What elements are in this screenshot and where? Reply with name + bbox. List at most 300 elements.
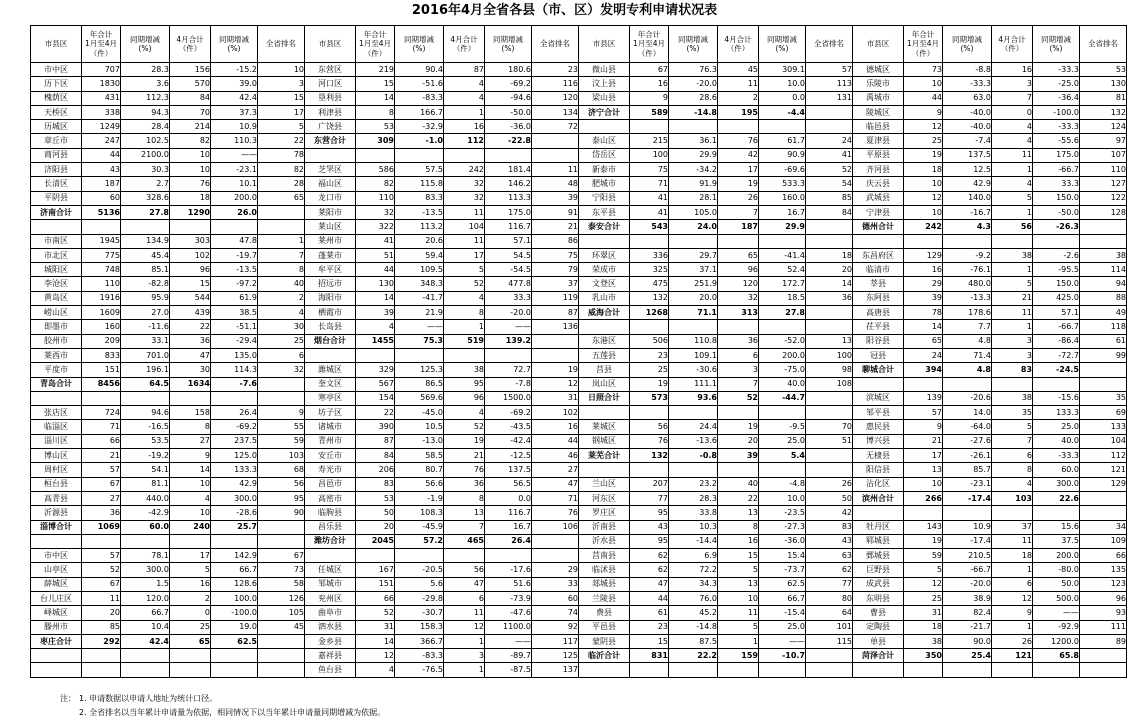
ytd-count: 82 bbox=[356, 177, 395, 191]
district-name: 沾化区 bbox=[853, 477, 904, 491]
april-change: 60.0 bbox=[1033, 463, 1080, 477]
april-change: 42.4 bbox=[211, 91, 258, 105]
district-name: 临沭县 bbox=[579, 563, 630, 577]
april-change: -73.9 bbox=[485, 591, 532, 605]
province-rank: 135 bbox=[1080, 563, 1127, 577]
total-ytd-count: 1069 bbox=[82, 520, 121, 534]
province-rank: 115 bbox=[806, 634, 853, 648]
blank-cell bbox=[485, 148, 532, 162]
april-count: 14 bbox=[170, 463, 211, 477]
header-ytd-count: 年合计 1月至4月 （件） bbox=[82, 26, 121, 63]
total-ytd-count: 132 bbox=[630, 449, 669, 463]
ytd-change: 10.3 bbox=[669, 520, 718, 534]
april-count: 5 bbox=[718, 620, 759, 634]
total-province-rank bbox=[258, 520, 305, 534]
district-name: 岚山区 bbox=[579, 377, 630, 391]
ytd-change: 28.3 bbox=[669, 491, 718, 505]
blank-cell bbox=[258, 663, 305, 677]
april-count: 37 bbox=[992, 520, 1033, 534]
ytd-change: -76.1 bbox=[943, 263, 992, 277]
footnote-2: 2. 全省排名以当年累计申请量为依据，相同情况下以当年累计申请量同期增减为依据。 bbox=[79, 708, 386, 717]
april-count: 15 bbox=[170, 277, 211, 291]
district-name: 高青县 bbox=[31, 491, 82, 505]
blank-cell bbox=[992, 506, 1033, 520]
province-rank: 128 bbox=[1080, 205, 1127, 219]
ytd-change: 82.4 bbox=[943, 606, 992, 620]
ytd-change: 29.9 bbox=[669, 148, 718, 162]
april-count: 120 bbox=[718, 277, 759, 291]
april-count: 0 bbox=[170, 606, 211, 620]
april-change: 66.7 bbox=[211, 563, 258, 577]
blank-cell bbox=[444, 148, 485, 162]
ytd-count: 12 bbox=[904, 120, 943, 134]
april-count: 6 bbox=[992, 449, 1033, 463]
april-count: 96 bbox=[718, 263, 759, 277]
april-change: 300.0 bbox=[1033, 477, 1080, 491]
province-rank: 104 bbox=[1080, 434, 1127, 448]
ytd-count: 25 bbox=[904, 591, 943, 605]
province-rank: 82 bbox=[258, 163, 305, 177]
april-change: 146.2 bbox=[485, 177, 532, 191]
ytd-count: 207 bbox=[630, 477, 669, 491]
province-rank: 134 bbox=[532, 105, 579, 119]
province-rank: 19 bbox=[532, 363, 579, 377]
april-change: 116.7 bbox=[485, 220, 532, 234]
table-row bbox=[31, 377, 1127, 391]
total-april-count: 159 bbox=[718, 649, 759, 663]
header-rank: 全省排名 bbox=[1080, 26, 1127, 63]
table-row bbox=[31, 163, 1127, 177]
april-change: -66.7 bbox=[1033, 320, 1080, 334]
total-april-count: 195 bbox=[718, 105, 759, 119]
blank-cell bbox=[992, 663, 1033, 677]
total-province-rank bbox=[806, 220, 853, 234]
april-count: 570 bbox=[170, 77, 211, 91]
ytd-change: 24.4 bbox=[669, 420, 718, 434]
district-name: 寿光市 bbox=[305, 463, 356, 477]
ytd-count: 775 bbox=[82, 248, 121, 262]
april-change: 72.7 bbox=[485, 363, 532, 377]
ytd-count: 59 bbox=[904, 549, 943, 563]
ytd-change: 57.5 bbox=[395, 163, 444, 177]
district-name: 牟平区 bbox=[305, 263, 356, 277]
table-row bbox=[31, 234, 1127, 248]
ytd-count: 15 bbox=[356, 77, 395, 91]
header-ytd-change: 同期增减 (%) bbox=[121, 26, 170, 63]
ytd-count: 25 bbox=[904, 134, 943, 148]
district-name: 招远市 bbox=[305, 277, 356, 291]
ytd-change: 45.2 bbox=[669, 606, 718, 620]
province-rank: 7 bbox=[258, 248, 305, 262]
ytd-count: 61 bbox=[630, 606, 669, 620]
ytd-count: 151 bbox=[356, 577, 395, 591]
ytd-change: -76.5 bbox=[395, 663, 444, 677]
district-name: 邹城市 bbox=[305, 577, 356, 591]
district-name: 周村区 bbox=[31, 463, 82, 477]
april-count: 27 bbox=[170, 434, 211, 448]
ytd-count: 707 bbox=[82, 63, 121, 77]
ytd-change: 7.7 bbox=[943, 320, 992, 334]
total-province-rank bbox=[806, 649, 853, 663]
april-count: 4 bbox=[992, 177, 1033, 191]
province-rank: 50 bbox=[806, 491, 853, 505]
ytd-change: -29.8 bbox=[395, 591, 444, 605]
district-name: 齐河县 bbox=[853, 163, 904, 177]
ytd-change: 56.6 bbox=[395, 477, 444, 491]
april-count: 5 bbox=[170, 563, 211, 577]
total-ytd-change: 60.0 bbox=[121, 520, 170, 534]
blank-cell bbox=[806, 663, 853, 677]
ytd-change: 94.6 bbox=[121, 406, 170, 420]
april-count: 16 bbox=[170, 577, 211, 591]
district-name: 微山县 bbox=[579, 63, 630, 77]
province-rank: 122 bbox=[1080, 191, 1127, 205]
april-change: -27.3 bbox=[759, 520, 806, 534]
district-name: 城阳区 bbox=[31, 263, 82, 277]
april-count: 47 bbox=[444, 577, 485, 591]
ytd-count: 748 bbox=[82, 263, 121, 277]
april-change: 142.9 bbox=[211, 549, 258, 563]
district-name: 邹平县 bbox=[853, 406, 904, 420]
blank-cell bbox=[1080, 506, 1127, 520]
blank-cell bbox=[356, 148, 395, 162]
province-rank: 108 bbox=[806, 377, 853, 391]
ytd-change: 1.5 bbox=[121, 577, 170, 591]
blank-cell bbox=[669, 463, 718, 477]
blank-cell bbox=[31, 220, 82, 234]
ytd-count: 22 bbox=[356, 406, 395, 420]
district-name: 兰陵县 bbox=[579, 591, 630, 605]
ytd-count: 132 bbox=[630, 291, 669, 305]
total-district-name: 泰安合计 bbox=[579, 220, 630, 234]
april-change: 38.5 bbox=[211, 306, 258, 320]
ytd-change: 166.7 bbox=[395, 105, 444, 119]
province-rank: 64 bbox=[806, 606, 853, 620]
total-ytd-count: 309 bbox=[356, 134, 395, 148]
ytd-change: 28.1 bbox=[669, 191, 718, 205]
province-rank: 89 bbox=[1080, 634, 1127, 648]
total-province-rank bbox=[258, 205, 305, 219]
province-rank: 61 bbox=[1080, 334, 1127, 348]
table-row bbox=[31, 391, 1127, 405]
district-name: 李沧区 bbox=[31, 277, 82, 291]
header-april-change: 同期增减 (%) bbox=[485, 26, 532, 63]
ytd-change: 28.3 bbox=[121, 63, 170, 77]
ytd-change: -23.1 bbox=[943, 477, 992, 491]
ytd-count: 87 bbox=[356, 434, 395, 448]
province-rank: 35 bbox=[1080, 391, 1127, 405]
april-change: 137.5 bbox=[485, 463, 532, 477]
district-name: 茌平县 bbox=[853, 320, 904, 334]
ytd-change: 112.3 bbox=[121, 91, 170, 105]
total-ytd-change: 25.4 bbox=[943, 649, 992, 663]
total-ytd-count: 589 bbox=[630, 105, 669, 119]
april-count: 1 bbox=[444, 320, 485, 334]
ytd-change: -66.7 bbox=[943, 563, 992, 577]
stats-table bbox=[30, 25, 1127, 678]
province-rank: 124 bbox=[1080, 120, 1127, 134]
blank-cell bbox=[356, 348, 395, 362]
ytd-change: 33.1 bbox=[121, 334, 170, 348]
blank-cell bbox=[170, 534, 211, 548]
april-change: 160.0 bbox=[759, 191, 806, 205]
total-province-rank bbox=[806, 391, 853, 405]
district-name: 海阳市 bbox=[305, 291, 356, 305]
ytd-count: 139 bbox=[904, 391, 943, 405]
district-name: 东营区 bbox=[305, 63, 356, 77]
table-row bbox=[31, 620, 1127, 634]
ytd-change: -20.0 bbox=[943, 577, 992, 591]
province-rank: 129 bbox=[1080, 477, 1127, 491]
blank-cell bbox=[211, 534, 258, 548]
ytd-count: 100 bbox=[630, 148, 669, 162]
april-change: -36.4 bbox=[1033, 91, 1080, 105]
ytd-count: 41 bbox=[630, 205, 669, 219]
ytd-change: 14.0 bbox=[943, 406, 992, 420]
ytd-change: 58.5 bbox=[395, 449, 444, 463]
april-count: 11 bbox=[992, 148, 1033, 162]
total-april-change: -44.7 bbox=[759, 391, 806, 405]
blank-cell bbox=[759, 463, 806, 477]
district-name: 乐陵市 bbox=[853, 77, 904, 91]
district-name: 莘县 bbox=[853, 277, 904, 291]
april-count: 32 bbox=[444, 191, 485, 205]
ytd-change: -7.4 bbox=[943, 134, 992, 148]
province-rank: 22 bbox=[258, 134, 305, 148]
total-ytd-change: 4.8 bbox=[943, 363, 992, 377]
ytd-count: 31 bbox=[904, 606, 943, 620]
header-ytd-change: 同期增减 (%) bbox=[395, 26, 444, 63]
blank-cell bbox=[121, 534, 170, 548]
april-count: 13 bbox=[444, 506, 485, 520]
april-count: 7 bbox=[718, 205, 759, 219]
total-april-change: -7.6 bbox=[211, 377, 258, 391]
province-rank: 30 bbox=[258, 320, 305, 334]
blank-cell bbox=[943, 234, 992, 248]
april-change: -97.2 bbox=[211, 277, 258, 291]
table-row bbox=[31, 420, 1127, 434]
ytd-count: 71 bbox=[630, 177, 669, 191]
province-rank: 127 bbox=[1080, 177, 1127, 191]
april-count: 11 bbox=[992, 534, 1033, 548]
district-name: 高唐县 bbox=[853, 306, 904, 320]
april-change: -55.6 bbox=[1033, 134, 1080, 148]
april-count: 10 bbox=[170, 506, 211, 520]
district-name: 即墨市 bbox=[31, 320, 82, 334]
district-name: 无棣县 bbox=[853, 449, 904, 463]
april-change: 0.0 bbox=[485, 491, 532, 505]
april-change: 39.0 bbox=[211, 77, 258, 91]
april-count: 45 bbox=[718, 63, 759, 77]
ytd-change: 72.2 bbox=[669, 563, 718, 577]
district-name: 荣成市 bbox=[579, 263, 630, 277]
total-april-change: 29.9 bbox=[759, 220, 806, 234]
blank-cell bbox=[1080, 234, 1127, 248]
district-name: 峄城区 bbox=[31, 606, 82, 620]
ytd-change: 3.6 bbox=[121, 77, 170, 91]
april-change: 309.1 bbox=[759, 63, 806, 77]
april-count: 20 bbox=[718, 434, 759, 448]
ytd-change: 480.0 bbox=[943, 277, 992, 291]
total-province-rank bbox=[258, 377, 305, 391]
blank-cell bbox=[485, 549, 532, 563]
table-row bbox=[31, 105, 1127, 119]
total-province-rank bbox=[1080, 491, 1127, 505]
april-change: 180.6 bbox=[485, 63, 532, 77]
blank-cell bbox=[82, 391, 121, 405]
district-name: 安丘市 bbox=[305, 449, 356, 463]
april-count: 10 bbox=[170, 477, 211, 491]
total-april-count: 103 bbox=[992, 491, 1033, 505]
ytd-change: -40.0 bbox=[943, 105, 992, 119]
table-header bbox=[31, 26, 1127, 63]
province-rank: 62 bbox=[806, 563, 853, 577]
ytd-change: -16.7 bbox=[943, 205, 992, 219]
district-name: 沂南县 bbox=[579, 520, 630, 534]
district-name: 昌乐县 bbox=[305, 520, 356, 534]
header-rank: 全省排名 bbox=[258, 26, 305, 63]
province-rank: 66 bbox=[1080, 549, 1127, 563]
ytd-change: 120.0 bbox=[121, 591, 170, 605]
april-count: 10 bbox=[170, 148, 211, 162]
april-count: 1 bbox=[444, 105, 485, 119]
april-count: 3 bbox=[992, 348, 1033, 362]
province-rank: 105 bbox=[258, 606, 305, 620]
district-name: 禹城市 bbox=[853, 91, 904, 105]
blank-cell bbox=[170, 649, 211, 663]
ytd-change: 251.9 bbox=[669, 277, 718, 291]
april-count: 439 bbox=[170, 306, 211, 320]
district-name: 郯城县 bbox=[579, 577, 630, 591]
header-district: 市县区 bbox=[31, 26, 82, 63]
province-rank: 29 bbox=[532, 563, 579, 577]
ytd-change: 109.5 bbox=[395, 263, 444, 277]
total-district-name: 淄博合计 bbox=[31, 520, 82, 534]
total-april-change: -26.3 bbox=[1033, 220, 1080, 234]
ytd-change: 701.0 bbox=[121, 348, 170, 362]
district-name: 潍城区 bbox=[305, 363, 356, 377]
ytd-count: 57 bbox=[82, 463, 121, 477]
april-count: 2 bbox=[170, 591, 211, 605]
province-rank: 92 bbox=[532, 620, 579, 634]
blank-cell bbox=[806, 463, 853, 477]
table-row bbox=[31, 248, 1127, 262]
total-ytd-change: 4.3 bbox=[943, 220, 992, 234]
district-name: 钢城区 bbox=[579, 434, 630, 448]
district-name: 滨城区 bbox=[853, 391, 904, 405]
total-district-name: 潍坊合计 bbox=[305, 534, 356, 548]
total-april-count: 1634 bbox=[170, 377, 211, 391]
ytd-change: -8.8 bbox=[943, 63, 992, 77]
ytd-count: 130 bbox=[356, 277, 395, 291]
april-count: 8 bbox=[444, 306, 485, 320]
district-name: 嘉祥县 bbox=[305, 649, 356, 663]
province-rank: 42 bbox=[806, 506, 853, 520]
total-district-name: 临沂合计 bbox=[579, 649, 630, 663]
total-april-change: 26.0 bbox=[211, 205, 258, 219]
ytd-count: 83 bbox=[356, 477, 395, 491]
district-name: 天桥区 bbox=[31, 105, 82, 119]
table-row bbox=[31, 477, 1127, 491]
total-april-count: 83 bbox=[992, 363, 1033, 377]
blank-cell bbox=[211, 391, 258, 405]
table-row bbox=[31, 577, 1127, 591]
april-count: 104 bbox=[444, 220, 485, 234]
ytd-change: 66.7 bbox=[121, 606, 170, 620]
ytd-count: 67 bbox=[82, 477, 121, 491]
april-count: 16 bbox=[718, 534, 759, 548]
blank-cell bbox=[579, 120, 630, 134]
april-count: 38 bbox=[444, 363, 485, 377]
province-rank: 56 bbox=[258, 477, 305, 491]
table-row bbox=[31, 191, 1127, 205]
april-change: -54.5 bbox=[485, 263, 532, 277]
ytd-change: 125.3 bbox=[395, 363, 444, 377]
april-change: 50.0 bbox=[1033, 577, 1080, 591]
province-rank: 87 bbox=[532, 306, 579, 320]
april-change: -95.5 bbox=[1033, 263, 1080, 277]
district-name: 东港区 bbox=[579, 334, 630, 348]
blank-cell bbox=[853, 234, 904, 248]
province-rank: 91 bbox=[532, 205, 579, 219]
april-count: 1 bbox=[992, 320, 1033, 334]
april-change: 181.4 bbox=[485, 163, 532, 177]
blank-cell bbox=[1033, 506, 1080, 520]
ytd-count: 110 bbox=[82, 277, 121, 291]
ytd-count: 12 bbox=[904, 577, 943, 591]
april-change: -66.7 bbox=[1033, 163, 1080, 177]
blank-cell bbox=[718, 234, 759, 248]
total-april-change: 62.5 bbox=[211, 634, 258, 648]
april-change: -50.0 bbox=[485, 105, 532, 119]
ytd-count: 11 bbox=[82, 591, 121, 605]
district-name: 东阿县 bbox=[853, 291, 904, 305]
ytd-count: 12 bbox=[904, 191, 943, 205]
district-name: 章丘市 bbox=[31, 134, 82, 148]
district-name: 兖州区 bbox=[305, 591, 356, 605]
district-name: 市中区 bbox=[31, 549, 82, 563]
ytd-count: 76 bbox=[630, 434, 669, 448]
district-name: 鄄城县 bbox=[853, 549, 904, 563]
ytd-count: 1945 bbox=[82, 234, 121, 248]
april-change: 175.0 bbox=[485, 205, 532, 219]
province-rank: 60 bbox=[532, 591, 579, 605]
header-ytd-count: 年合计 1月至4月 （件） bbox=[904, 26, 943, 63]
header-row bbox=[31, 26, 1127, 63]
district-name: 胶州市 bbox=[31, 334, 82, 348]
ytd-change: -42.9 bbox=[121, 506, 170, 520]
april-change: 42.9 bbox=[211, 477, 258, 491]
table-row bbox=[31, 663, 1127, 677]
april-count: 214 bbox=[170, 120, 211, 134]
april-count: 3 bbox=[992, 334, 1033, 348]
april-change: -36.0 bbox=[759, 534, 806, 548]
blank-cell bbox=[806, 234, 853, 248]
april-count: 544 bbox=[170, 291, 211, 305]
province-rank: 103 bbox=[258, 449, 305, 463]
ytd-count: 17 bbox=[904, 449, 943, 463]
total-ytd-change: 24.0 bbox=[669, 220, 718, 234]
province-rank: 71 bbox=[532, 491, 579, 505]
blank-cell bbox=[485, 348, 532, 362]
april-count: 8 bbox=[170, 420, 211, 434]
ytd-count: 65 bbox=[904, 334, 943, 348]
ytd-count: 9 bbox=[904, 420, 943, 434]
april-count: 47 bbox=[170, 348, 211, 362]
blank-cell bbox=[258, 220, 305, 234]
total-ytd-change: 71.1 bbox=[669, 306, 718, 320]
district-name: 莱州市 bbox=[305, 234, 356, 248]
